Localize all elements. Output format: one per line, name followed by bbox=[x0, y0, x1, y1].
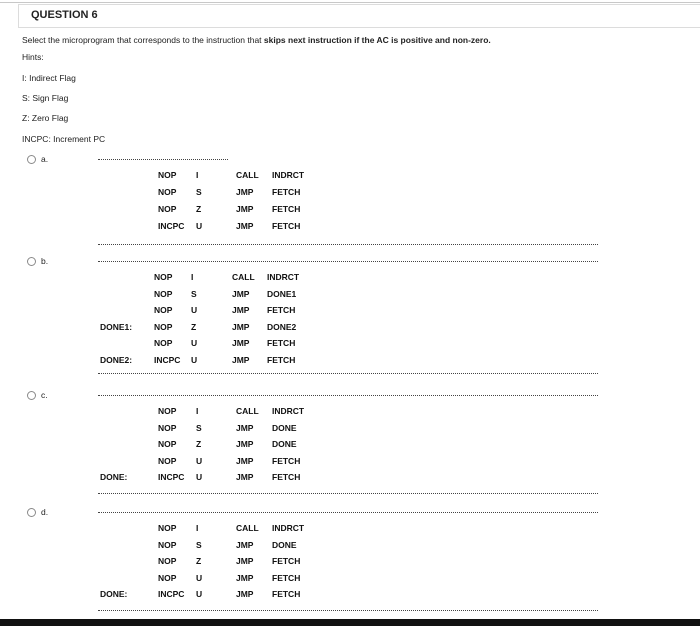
microinstruction-br: CALL bbox=[232, 272, 255, 282]
separator-line bbox=[98, 512, 598, 513]
microinstruction-addr: FETCH bbox=[267, 354, 296, 365]
microinstruction-op: NOP bbox=[154, 338, 173, 348]
stem-bold-text: skips next instruction if the AC is positive and non-zero. bbox=[263, 35, 491, 45]
microinstruction-cond: Z bbox=[191, 321, 197, 332]
microinstruction-label: DONE: bbox=[100, 472, 128, 482]
microinstruction-op: NOP bbox=[154, 288, 173, 299]
microinstruction-cond: U bbox=[196, 472, 203, 482]
microinstruction-op: NOP bbox=[158, 572, 177, 583]
option-letter: b. bbox=[41, 256, 49, 266]
microinstruction-cond: I bbox=[196, 170, 199, 180]
hint-zero: Z: Zero Flag bbox=[22, 113, 69, 123]
microinstruction-cond: I bbox=[196, 406, 199, 416]
microinstruction-addr: INDRCT bbox=[272, 170, 305, 180]
microinstruction-op: NOP bbox=[158, 439, 177, 449]
microinstruction-br: JMP bbox=[236, 187, 254, 197]
microinstruction-cond: U bbox=[191, 305, 198, 315]
microinstruction-cond: U bbox=[191, 354, 198, 365]
microinstruction-op: INCPC bbox=[158, 589, 185, 599]
microinstruction-addr: INDRCT bbox=[272, 523, 305, 533]
microinstruction-label: DONE: bbox=[100, 589, 128, 599]
microinstruction-br: JMP bbox=[236, 439, 254, 449]
microinstruction-addr: INDRCT bbox=[267, 272, 300, 282]
microinstruction-addr: FETCH bbox=[272, 221, 301, 231]
microinstruction-cond: U bbox=[196, 455, 203, 466]
microinstruction-cond: U bbox=[196, 589, 203, 599]
microinstruction-op: NOP bbox=[158, 422, 177, 433]
microinstruction-addr: INDRCT bbox=[272, 406, 305, 416]
microinstruction-cond: Z bbox=[196, 204, 202, 214]
separator-line bbox=[98, 395, 598, 396]
microinstruction-op: INCPC bbox=[158, 472, 185, 482]
radio-button-d[interactable] bbox=[27, 508, 36, 517]
microinstruction-br: JMP bbox=[236, 455, 254, 466]
microinstruction-op: NOP bbox=[154, 305, 173, 315]
microinstruction-addr: FETCH bbox=[272, 589, 301, 599]
top-border bbox=[0, 2, 700, 3]
microinstruction-op: NOP bbox=[154, 321, 173, 332]
option-c[interactable] bbox=[27, 389, 48, 401]
question-stem bbox=[22, 35, 491, 45]
microinstruction-op: NOP bbox=[158, 556, 177, 566]
microinstruction-addr: DONE bbox=[272, 422, 297, 433]
microinstruction-cond: U bbox=[191, 338, 198, 348]
microinstruction-op: NOP bbox=[158, 455, 177, 466]
microinstruction-br: JMP bbox=[236, 204, 254, 214]
microinstruction-cond: U bbox=[196, 572, 203, 583]
bottom-bar bbox=[0, 619, 700, 626]
option-letter: c. bbox=[41, 390, 48, 400]
microinstruction-op: INCPC bbox=[158, 221, 185, 231]
separator-line bbox=[98, 159, 228, 160]
microinstruction-addr: DONE bbox=[272, 539, 297, 550]
microinstruction-cond: Z bbox=[196, 556, 202, 566]
microinstruction-label: DONE1: bbox=[100, 321, 133, 332]
microinstruction-addr: FETCH bbox=[272, 187, 301, 197]
hints-label: Hints: bbox=[22, 52, 44, 62]
microinstruction-op: NOP bbox=[158, 187, 177, 197]
separator-line bbox=[98, 373, 598, 374]
microinstruction-br: JMP bbox=[236, 539, 254, 550]
microinstruction-br: JMP bbox=[236, 221, 254, 231]
microinstruction-br: JMP bbox=[232, 288, 250, 299]
microinstruction-br: CALL bbox=[236, 523, 259, 533]
microinstruction-op: NOP bbox=[158, 406, 177, 416]
radio-button-b[interactable] bbox=[27, 257, 36, 266]
microinstruction-op: NOP bbox=[158, 523, 177, 533]
microinstruction-br: JMP bbox=[232, 305, 250, 315]
separator-line bbox=[98, 261, 598, 262]
stem-text: Select the microprogram that corresponds to the instruction that bbox=[22, 35, 264, 45]
microinstruction-addr: FETCH bbox=[267, 338, 296, 348]
microinstruction-op: NOP bbox=[158, 170, 177, 180]
microinstruction-br: JMP bbox=[236, 472, 254, 482]
separator-line bbox=[98, 244, 598, 245]
microinstruction-cond: S bbox=[196, 539, 202, 550]
microinstruction-cond: I bbox=[191, 272, 194, 282]
option-b[interactable] bbox=[27, 255, 48, 267]
microinstruction-br: CALL bbox=[236, 406, 259, 416]
option-letter: a. bbox=[41, 154, 49, 164]
microinstruction-cond: I bbox=[196, 523, 199, 533]
microinstruction-cond: Z bbox=[196, 439, 202, 449]
microinstruction-addr: FETCH bbox=[272, 455, 301, 466]
microinstruction-br: JMP bbox=[236, 572, 254, 583]
microinstruction-br: JMP bbox=[232, 321, 250, 332]
microinstruction-cond: S bbox=[191, 288, 197, 299]
option-a[interactable] bbox=[27, 153, 48, 165]
microinstruction-br: JMP bbox=[236, 422, 254, 433]
microinstruction-addr: DONE bbox=[272, 439, 297, 449]
microinstruction-addr: DONE2 bbox=[267, 321, 297, 332]
question-header bbox=[18, 4, 700, 28]
separator-line bbox=[98, 610, 598, 611]
microinstruction-op: INCPC bbox=[154, 354, 181, 365]
hint-indirect: I: Indirect Flag bbox=[22, 73, 76, 83]
microinstruction-label: DONE2: bbox=[100, 354, 133, 365]
microinstruction-op: NOP bbox=[158, 539, 177, 550]
microinstruction-op: NOP bbox=[158, 204, 177, 214]
microinstruction-br: JMP bbox=[236, 589, 254, 599]
hint-sign: S: Sign Flag bbox=[22, 93, 69, 103]
separator-line bbox=[98, 493, 598, 494]
microinstruction-br: CALL bbox=[236, 170, 259, 180]
microinstruction-br: JMP bbox=[232, 354, 250, 365]
hint-incpc: INCPC: Increment PC bbox=[22, 134, 106, 144]
radio-button-c[interactable] bbox=[27, 391, 36, 400]
option-letter: d. bbox=[41, 507, 49, 517]
microinstruction-addr: DONE1 bbox=[267, 288, 297, 299]
microinstruction-addr: FETCH bbox=[272, 472, 301, 482]
option-d[interactable] bbox=[27, 506, 48, 518]
microinstruction-addr: FETCH bbox=[267, 305, 296, 315]
microinstruction-cond: S bbox=[196, 422, 202, 433]
microinstruction-addr: FETCH bbox=[272, 572, 301, 583]
microinstruction-addr: FETCH bbox=[272, 556, 301, 566]
microinstruction-addr: FETCH bbox=[272, 204, 301, 214]
microinstruction-br: JMP bbox=[232, 338, 250, 348]
radio-button-a[interactable] bbox=[27, 155, 36, 164]
microinstruction-cond: U bbox=[196, 221, 203, 231]
microinstruction-br: JMP bbox=[236, 556, 254, 566]
microinstruction-op: NOP bbox=[154, 272, 173, 282]
question-title: QUESTION 6 bbox=[31, 9, 98, 21]
microinstruction-cond: S bbox=[196, 187, 202, 197]
